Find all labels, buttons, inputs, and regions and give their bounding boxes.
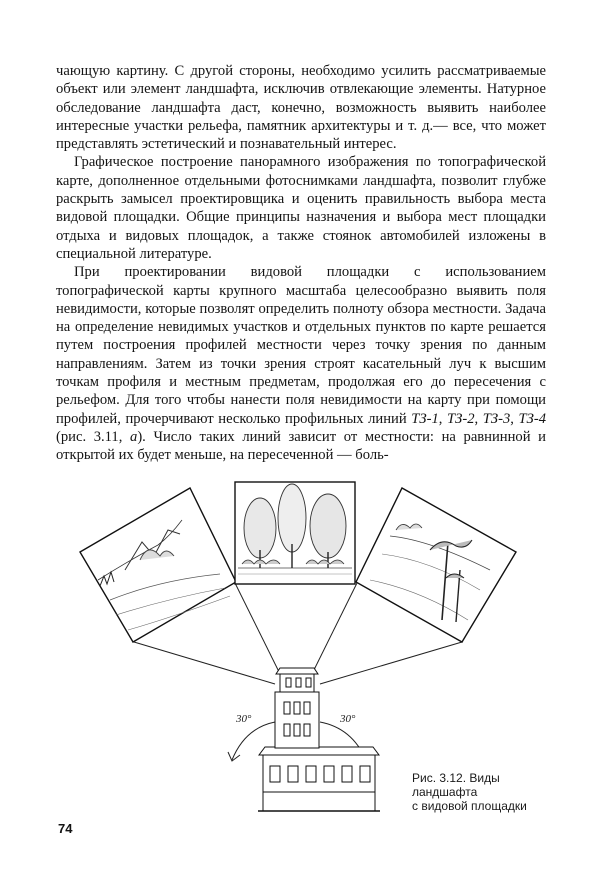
paragraph-3 <box>56 263 546 464</box>
landscape-frame-center <box>235 482 355 584</box>
observation-tower <box>258 668 380 811</box>
profile-line-1: ТЗ-1 <box>411 410 439 427</box>
caption-line: с видовой площадки <box>412 799 527 813</box>
angle-label-left: 30° <box>236 713 252 725</box>
angle-label-right: 30° <box>340 713 356 725</box>
figure-caption <box>412 771 552 813</box>
caption-line: ландшафта <box>412 785 478 799</box>
separator: , <box>438 410 448 427</box>
landscape-frame-right <box>356 488 516 642</box>
separator: , <box>474 410 483 427</box>
page-number: 74 <box>58 821 73 836</box>
figure-reference: (рис. 3.11, <box>56 428 131 445</box>
paragraph-3-text: При проектировании видовой площадки с использованием топографической карты крупного масштаба целесообразно выявить поля невидимости, которые позволят определить полноту обзора местности. Задача на определение невидимых участков и отдельных пунктов по карте решается путем построения профилей местности через точку зрения по данным направлениям. Затем из точки зрения строят касательный луч к высшим точкам профиля и местным предметам, продолжая его до пересечения с рельефом. Для того чтобы нанести поля невидимости на карту при помощи профилей, прочерчивают несколько профильных линий <box>56 264 546 427</box>
paragraph-1: чающую картину. С другой стороны, необходимо усилить рассматриваемые объект или элемент ландшафта, исключив отвлекающие элементы. Натурное обследование ландшафта даст, конечно, возможность выявить наиболее интересные участки рельефа, памятник архитектуры и т. д.— все, что может представлять эстетический и познавательный интерес. <box>56 63 546 153</box>
paragraph-2: Графическое построение панорамного изображения по топографической карте, дополненное отдельными фотоснимками ландшафта, позволит глубже раскрыть замысел проектировщика и оценить правильность выбора места видовой площадки. Общие принципы назначения и выбора мест площадки отдыха и видовых площадок, а также стоянок автомобилей изложены в специальной литературе. <box>56 154 546 262</box>
profile-line-2: ТЗ-2 <box>447 410 475 427</box>
profile-line-4: ТЗ-4 <box>518 410 547 427</box>
figure-reference-letter: а <box>130 428 138 445</box>
profile-line-3: ТЗ-3 <box>482 410 511 427</box>
separator: , <box>510 410 519 427</box>
paragraph-3-ending: ). Число таких линий зависит от местности: на равнинной и открытой их будет меньше, на пересеченной — боль- <box>56 428 546 464</box>
caption-line: Рис. 3.12. Виды <box>412 771 500 785</box>
body-text <box>56 62 546 465</box>
landscape-frame-left <box>80 488 236 642</box>
